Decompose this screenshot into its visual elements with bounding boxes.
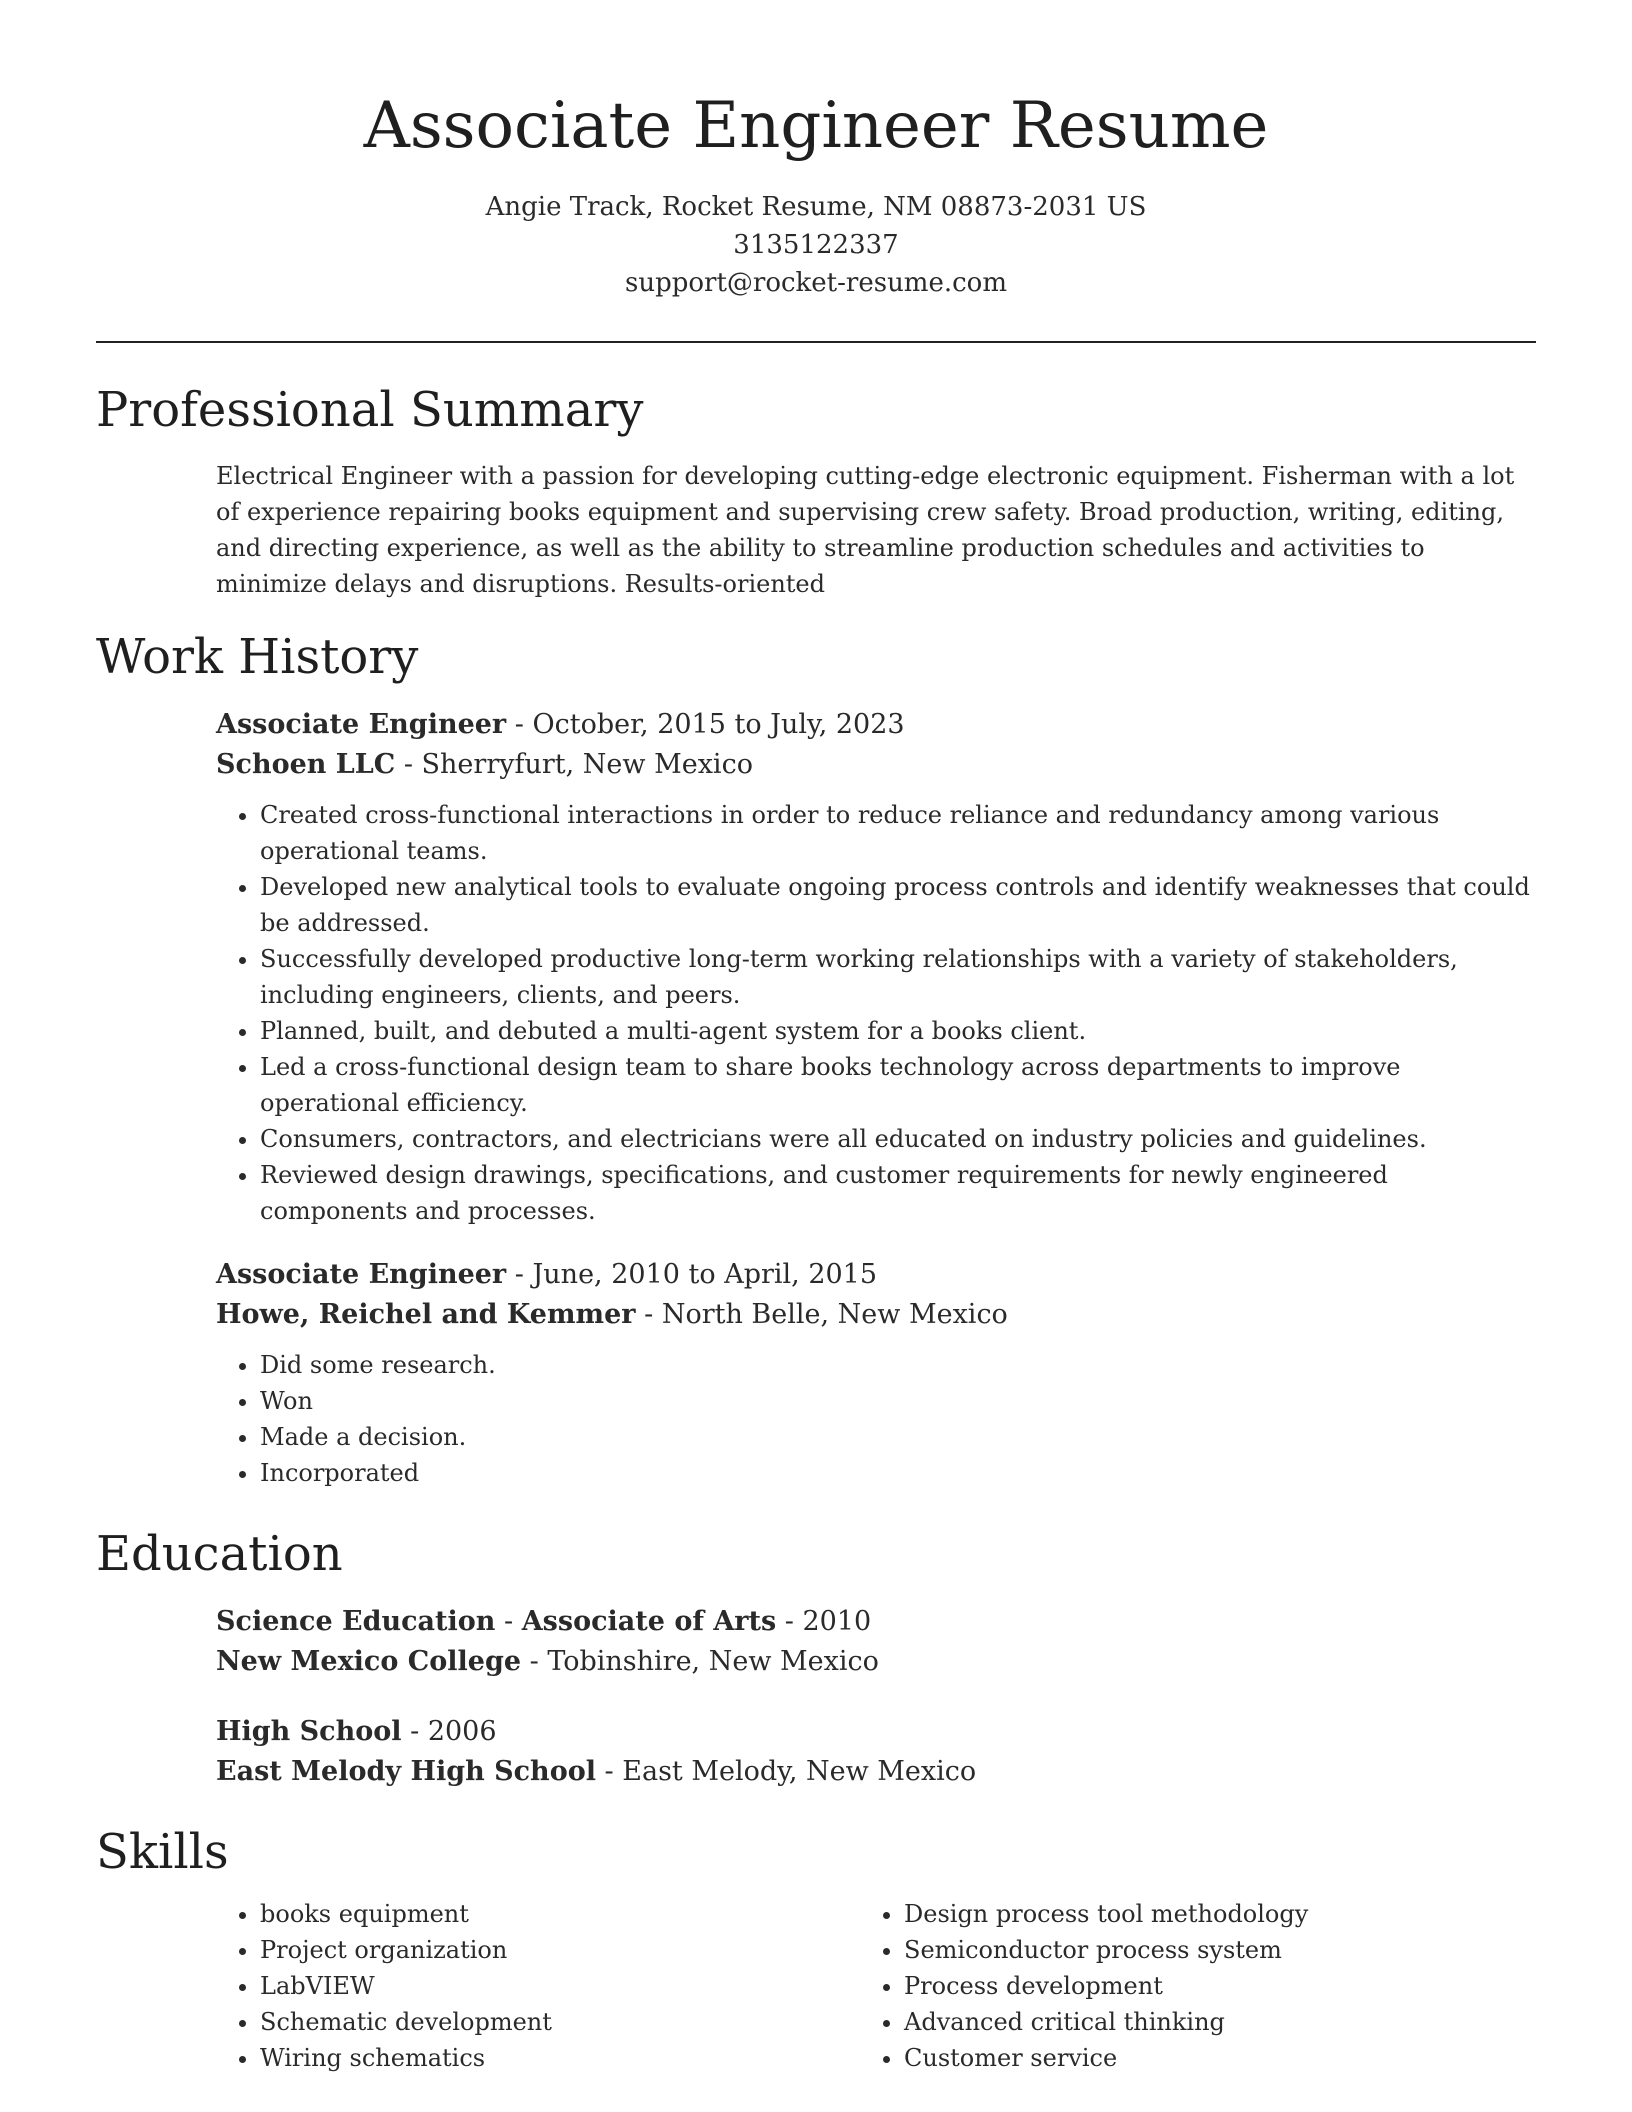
job-location: Sherryfurt, New Mexico xyxy=(421,749,753,780)
skills-heading: Skills xyxy=(96,1824,229,1880)
job-bullet: • Reviewed design drawings, specifications, and customer requirements for newly engineered components and processes. xyxy=(260,1157,1538,1229)
work-history-section xyxy=(96,627,1536,1491)
job-company-line: Schoen LLC - Sherryfurt, New Mexico xyxy=(216,749,753,780)
job-bullet: • Created cross-functional interactions in order to reduce reliance and redundancy among various operational teams. xyxy=(260,797,1538,869)
job-location: North Belle, New Mexico xyxy=(661,1299,1008,1330)
skill-item: • Semiconductor process system xyxy=(904,1932,1504,1968)
skills-section xyxy=(96,1822,1536,2076)
education-school: New Mexico College xyxy=(216,1646,522,1677)
job-dates: October, 2015 to July, 2023 xyxy=(532,709,905,740)
job-company: Schoen LLC xyxy=(216,749,396,780)
education-field: Science Education xyxy=(216,1606,496,1637)
education-field: High School xyxy=(216,1716,402,1747)
job-bullet: • Successfully developed productive long-term working relationships with a variety of stakeholders, including engineers, clients, and peers. xyxy=(260,941,1538,1013)
education-section xyxy=(96,1524,1536,1792)
skill-item: • LabVIEW xyxy=(260,1968,860,2004)
resume-title: Associate Engineer Resume xyxy=(363,89,1269,163)
job-title: Associate Engineer xyxy=(216,1259,507,1290)
job-entry xyxy=(216,705,1538,1229)
skill-item: • Process development xyxy=(904,1968,1504,2004)
job-title: Associate Engineer xyxy=(216,709,507,740)
skills-list xyxy=(216,1896,1538,2076)
education-degree-line: High School - 2006 xyxy=(216,1716,497,1747)
contact-phone: 3135122337 xyxy=(733,230,899,260)
job-bullet: • Consumers, contractors, and electricians were all educated on industry policies and guidelines. xyxy=(260,1121,1538,1157)
resume-header xyxy=(0,0,1632,302)
job-bullet: • Led a cross-functional design team to share books technology across departments to improve operational efficiency. xyxy=(260,1049,1538,1121)
skill-item: • Design process tool methodology xyxy=(904,1896,1504,1932)
contact-email: support@rocket-resume.com xyxy=(624,268,1007,298)
job-company-line: Howe, Reichel and Kemmer - North Belle, New Mexico xyxy=(216,1299,1008,1330)
education-entry xyxy=(216,1602,1538,1682)
education-degree: Associate of Arts xyxy=(521,1606,777,1637)
skill-item: • Wiring schematics xyxy=(260,2040,860,2076)
job-bullet: • Incorporated xyxy=(260,1455,1538,1491)
job-company: Howe, Reichel and Kemmer xyxy=(216,1299,636,1330)
summary-text: Electrical Engineer with a passion for developing cutting-edge electronic equipment. Fisherman with a lot of experience repairing books equipment and supervising crew safety. Broad production, writing, editing, and directing experience, as well as the ability to streamline production schedules and activities to minimize delays and disruptions. Results-oriented xyxy=(216,462,1515,598)
education-location: East Melody, New Mexico xyxy=(622,1756,977,1787)
job-bullet: • Developed new analytical tools to evaluate ongoing process controls and identify weaknesses that could be addressed. xyxy=(260,869,1538,941)
summary-section xyxy=(96,380,1536,602)
contact-info xyxy=(0,188,1632,302)
education-year: 2010 xyxy=(802,1606,872,1637)
skill-item: • Project organization xyxy=(260,1932,860,1968)
job-bullet: • Made a decision. xyxy=(260,1419,1538,1455)
education-entry xyxy=(216,1712,1538,1792)
skills-column-right xyxy=(860,1896,1504,2076)
job-dates: June, 2010 to April, 2015 xyxy=(532,1259,878,1290)
education-degree-line: Science Education - Associate of Arts - 2010 xyxy=(216,1606,872,1637)
job-bullet: • Won xyxy=(260,1383,1538,1419)
education-year: 2006 xyxy=(427,1716,497,1747)
education-location: Tobinshire, New Mexico xyxy=(547,1646,879,1677)
work-history-heading: Work History xyxy=(96,629,419,685)
job-bullets xyxy=(216,1347,1538,1491)
skills-column-left xyxy=(216,1896,860,2076)
skill-item: • books equipment xyxy=(260,1896,860,1932)
job-title-line: Associate Engineer - October, 2015 to July, 2023 xyxy=(216,709,905,740)
summary-heading: Professional Summary xyxy=(96,382,644,438)
job-title-line: Associate Engineer - June, 2010 to April, 2015 xyxy=(216,1259,878,1290)
education-heading: Education xyxy=(96,1526,343,1582)
education-school-line: East Melody High School - East Melody, New Mexico xyxy=(216,1756,977,1787)
job-entry xyxy=(216,1255,1538,1491)
skill-item: • Advanced critical thinking xyxy=(904,2004,1504,2040)
skill-item: • Customer service xyxy=(904,2040,1504,2076)
contact-address: Angie Track, Rocket Resume, NM 08873-2031 US xyxy=(485,192,1147,222)
skill-item: • Schematic development xyxy=(260,2004,860,2040)
job-bullets xyxy=(216,797,1538,1229)
header-divider xyxy=(96,341,1536,343)
education-school: East Melody High School xyxy=(216,1756,596,1787)
job-bullet: • Did some research. xyxy=(260,1347,1538,1383)
job-bullet: • Planned, built, and debuted a multi-agent system for a books client. xyxy=(260,1013,1538,1049)
education-school-line: New Mexico College - Tobinshire, New Mexico xyxy=(216,1646,879,1677)
